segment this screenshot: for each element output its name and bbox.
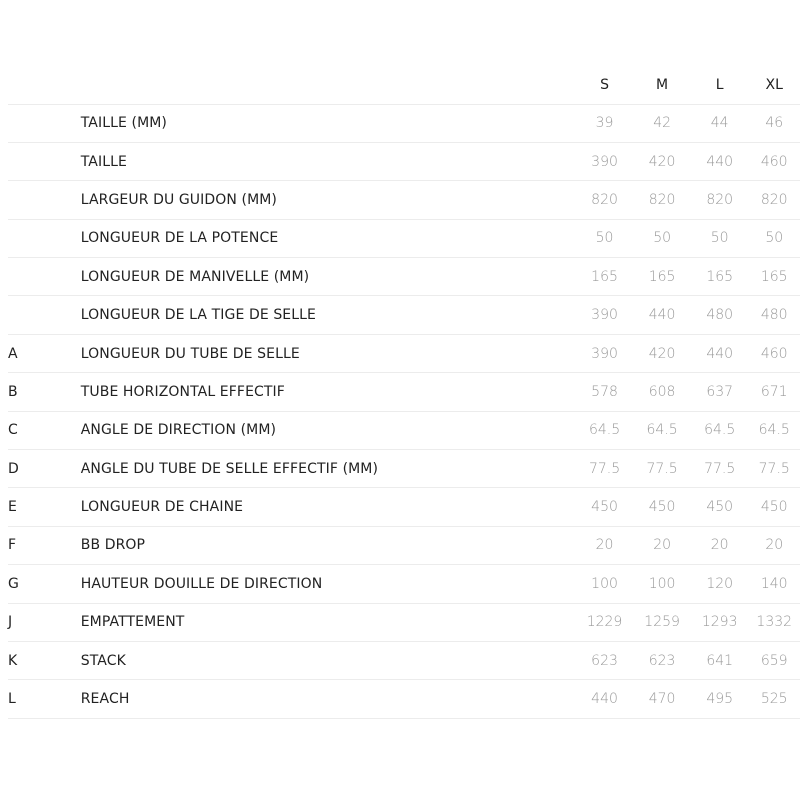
cell-value-l: 120 [691,565,749,603]
cell-value-m: 608 [633,373,691,411]
cell-value-l: 77.5 [691,450,749,488]
cell-value-xl: 460 [748,142,800,180]
cell-value-s: 820 [576,181,634,219]
cell-value-s: 77.5 [576,450,634,488]
table-row [8,526,800,564]
row-label: LONGUEUR DE MANIVELLE (MM) [81,258,576,296]
row-key-letter: B [8,373,81,411]
row-key-letter [8,104,81,142]
cell-value-s: 578 [576,373,634,411]
cell-value-m: 470 [633,680,691,718]
table-row [8,373,800,411]
row-label: ANGLE DU TUBE DE SELLE EFFECTIF (MM) [81,450,576,488]
cell-value-xl: 820 [748,181,800,219]
table-row [8,142,800,180]
cell-value-xl: 659 [748,641,800,679]
row-key-letter: C [8,411,81,449]
table-row [8,181,800,219]
cell-value-xl: 20 [748,526,800,564]
cell-value-l: 50 [691,219,749,257]
cell-value-s: 39 [576,104,634,142]
cell-value-l: 637 [691,373,749,411]
cell-value-m: 450 [633,488,691,526]
row-key-letter: D [8,450,81,488]
table-row [8,488,800,526]
cell-value-m: 100 [633,565,691,603]
table-row [8,258,800,296]
header-key-spacer [8,66,81,104]
row-key-letter: G [8,565,81,603]
row-label: BB DROP [81,526,576,564]
row-key-letter [8,296,81,334]
cell-value-xl: 1332 [748,603,800,641]
cell-value-m: 165 [633,258,691,296]
header-row [8,66,800,104]
cell-value-l: 440 [691,142,749,180]
cell-value-s: 64.5 [576,411,634,449]
cell-value-xl: 165 [748,258,800,296]
size-header-m: M [633,66,691,104]
row-label: ANGLE DE DIRECTION (MM) [81,411,576,449]
cell-value-l: 495 [691,680,749,718]
table-row [8,411,800,449]
row-key-letter: E [8,488,81,526]
cell-value-l: 165 [691,258,749,296]
row-label: LONGUEUR DU TUBE DE SELLE [81,334,576,372]
table-row [8,603,800,641]
row-label: TAILLE [81,142,576,180]
table-row [8,334,800,372]
size-header-l: L [691,66,749,104]
row-label: LONGUEUR DE LA POTENCE [81,219,576,257]
row-key-letter [8,142,81,180]
row-label: LONGUEUR DE LA TIGE DE SELLE [81,296,576,334]
cell-value-m: 20 [633,526,691,564]
table-row [8,296,800,334]
row-key-letter [8,181,81,219]
row-label: TAILLE (MM) [81,104,576,142]
table-row [8,104,800,142]
geometry-table [8,66,800,719]
row-label: HAUTEUR DOUILLE DE DIRECTION [81,565,576,603]
cell-value-s: 623 [576,641,634,679]
row-label: EMPATTEMENT [81,603,576,641]
cell-value-xl: 525 [748,680,800,718]
cell-value-l: 20 [691,526,749,564]
row-key-letter: L [8,680,81,718]
cell-value-s: 390 [576,296,634,334]
cell-value-l: 440 [691,334,749,372]
cell-value-l: 1293 [691,603,749,641]
cell-value-xl: 46 [748,104,800,142]
cell-value-m: 420 [633,334,691,372]
cell-value-m: 77.5 [633,450,691,488]
row-label: TUBE HORIZONTAL EFFECTIF [81,373,576,411]
cell-value-m: 64.5 [633,411,691,449]
row-key-letter: J [8,603,81,641]
cell-value-l: 641 [691,641,749,679]
table-row [8,641,800,679]
cell-value-xl: 480 [748,296,800,334]
cell-value-xl: 450 [748,488,800,526]
cell-value-xl: 671 [748,373,800,411]
cell-value-l: 480 [691,296,749,334]
cell-value-s: 100 [576,565,634,603]
cell-value-l: 450 [691,488,749,526]
row-key-letter: K [8,641,81,679]
cell-value-m: 623 [633,641,691,679]
cell-value-l: 64.5 [691,411,749,449]
cell-value-m: 420 [633,142,691,180]
cell-value-xl: 140 [748,565,800,603]
size-header-s: S [576,66,634,104]
cell-value-xl: 50 [748,219,800,257]
cell-value-s: 165 [576,258,634,296]
row-label: REACH [81,680,576,718]
cell-value-xl: 460 [748,334,800,372]
cell-value-s: 20 [576,526,634,564]
cell-value-l: 820 [691,181,749,219]
cell-value-m: 42 [633,104,691,142]
row-label: LARGEUR DU GUIDON (MM) [81,181,576,219]
table-row [8,680,800,718]
row-label: LONGUEUR DE CHAINE [81,488,576,526]
row-key-letter: F [8,526,81,564]
cell-value-s: 390 [576,334,634,372]
cell-value-m: 1259 [633,603,691,641]
table-row [8,219,800,257]
cell-value-s: 390 [576,142,634,180]
cell-value-l: 44 [691,104,749,142]
cell-value-s: 50 [576,219,634,257]
cell-value-s: 1229 [576,603,634,641]
size-header-xl: XL [748,66,800,104]
header-label-spacer [81,66,576,104]
row-key-letter [8,219,81,257]
cell-value-m: 440 [633,296,691,334]
cell-value-s: 450 [576,488,634,526]
cell-value-m: 50 [633,219,691,257]
table-row [8,450,800,488]
row-key-letter [8,258,81,296]
row-key-letter: A [8,334,81,372]
table-row [8,565,800,603]
cell-value-xl: 64.5 [748,411,800,449]
row-label: STACK [81,641,576,679]
cell-value-m: 820 [633,181,691,219]
cell-value-xl: 77.5 [748,450,800,488]
cell-value-s: 440 [576,680,634,718]
